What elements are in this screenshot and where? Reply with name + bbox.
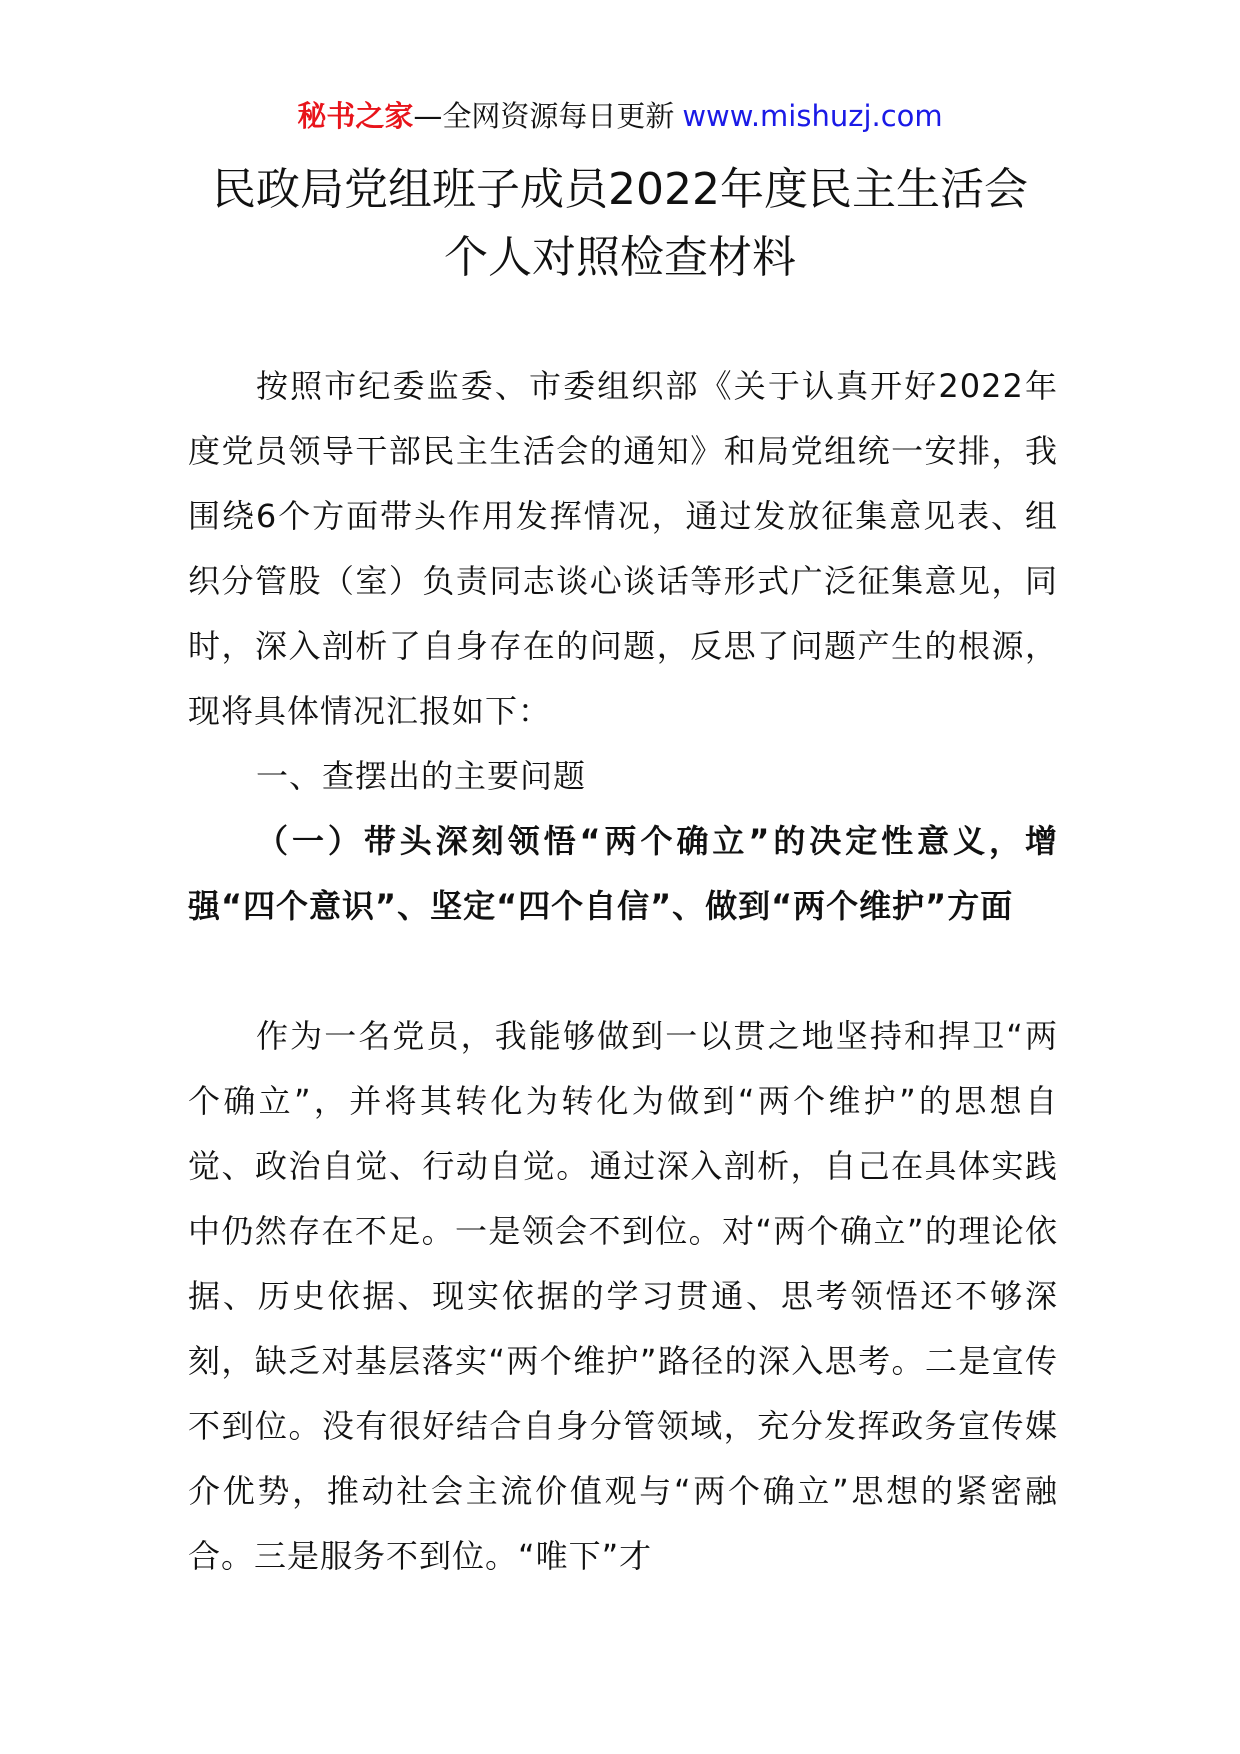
section-heading-1: 一、查摆出的主要问题	[256, 757, 587, 795]
subsection-paragraph-1: 作为一名党员，我能够做到一以贯之地坚持和捍卫“两个确立”，并将其转化为转化为做到“两个维护”的思想自觉、政治自觉、行动自觉。通过深入剖析，自己在具体实践中仍然存在不足。一是领会不到位。对“两个确立”的理论依据、历史依据、现实依据的学习贯通、思考领悟还不够深刻，缺乏对基层落实“两个维护”路径的深入思考。二是宣传不到位。没有很好结合自身分管领域，充分发挥政务宣传媒介优势，推动社会主流价值观与“两个确立”思想的紧密融合。三是服务不到位。“唯下”才	[188, 1017, 1058, 1575]
intro-paragraph: 按照市纪委监委、市委组织部《关于认真开好2022年度党员领导干部民主生活会的通知》和局党组统一安排，我围绕6个方面带头作用发挥情况，通过发放征集意见表、组织分管股（室）负责同志谈心谈话等形式广泛征集意见，同时，深入剖析了自身存在的问题，反思了问题产生的根源，现将具体情况汇报如下：	[188, 367, 1058, 730]
document-title-line-1: 民政局党组班子成员2022年度民主生活会	[212, 164, 1028, 215]
site-link[interactable]: www.mishuzj.com	[682, 99, 943, 133]
site-header	[0, 96, 1240, 136]
header-slogan: —全网资源每日更新	[413, 99, 675, 133]
document-title-line-2: 个人对照检查材料	[444, 232, 796, 283]
subsection-heading-1: （一）带头深刻领悟“两个确立”的决定性意义，增强“四个意识”、坚定“四个自信”、做到“两个维护”方面	[188, 822, 1058, 925]
brand-name: 秘书之家	[297, 99, 414, 133]
